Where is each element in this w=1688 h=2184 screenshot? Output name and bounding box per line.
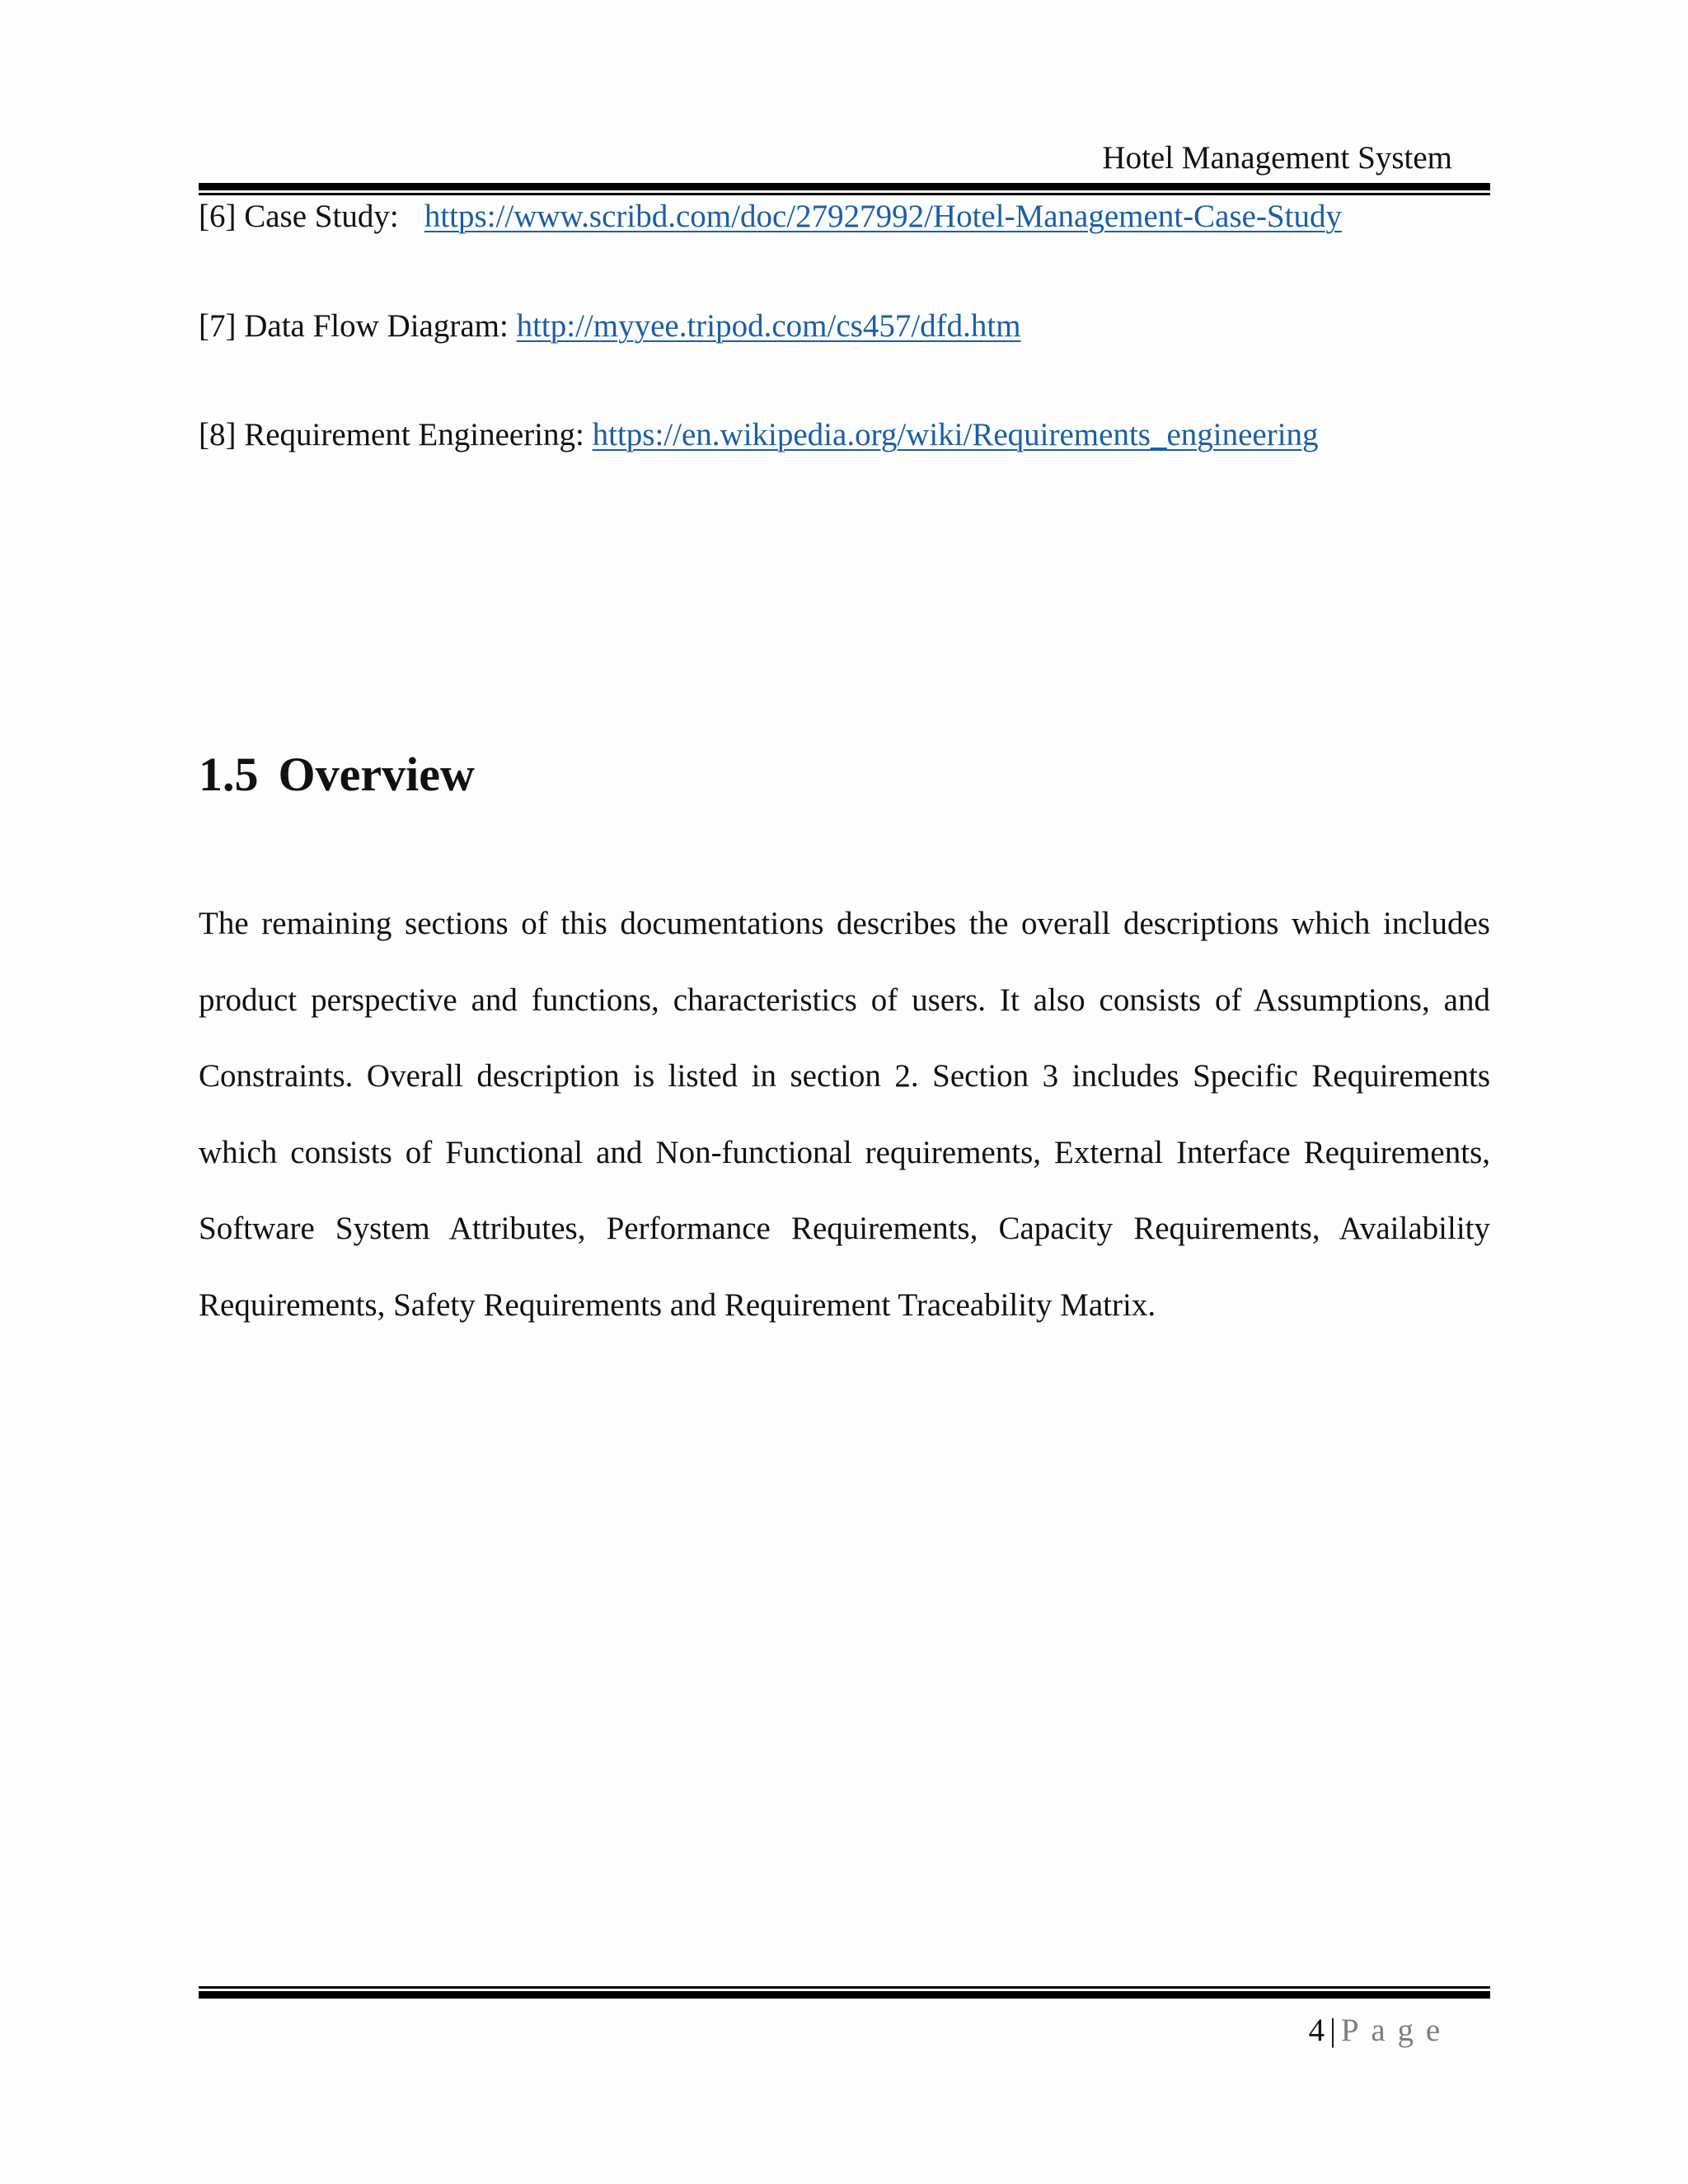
reference-item-8	[199, 410, 1319, 460]
reference-item-7	[199, 302, 1021, 351]
reference-label: Case Study:	[244, 199, 399, 234]
section-body: The remaining sections of this documentations describes the overall descriptions which includes product perspective and functions, characteristics of users. It also consists of Assumptions, and Constraints. Overall description is listed in section 2. Section 3 includes Specific Requirements which consists of Functional and Non-functional requirements, External Interface Requirements, Software System Attributes, Performance Requirements, Capacity Requirements, Availability Requirements, Safety Requirements and Requirement Traceability Matrix.	[199, 906, 1490, 1323]
reference-label: Requirement Engineering:	[244, 417, 584, 452]
footer-separator: |	[1329, 2013, 1336, 2048]
reference-item-6	[199, 192, 1342, 241]
footer-rule	[199, 1986, 1490, 1999]
reference-number: [8]	[199, 417, 237, 452]
section-number: 1.5	[199, 748, 259, 801]
page-word: Page	[1340, 2013, 1452, 2048]
header-title: Hotel Management System	[1102, 140, 1452, 176]
reference-label: Data Flow Diagram:	[244, 308, 509, 344]
reference-link[interactable]: https://en.wikipedia.org/wiki/Requirements_engineering	[592, 417, 1319, 452]
section-title: Overview	[278, 748, 475, 801]
reference-number: [6]	[199, 199, 237, 234]
reference-link[interactable]: https://www.scribd.com/doc/27927992/Hotel-Management-Case-Study	[424, 199, 1342, 234]
page-footer	[1309, 2006, 1452, 2055]
page-number: 4	[1308, 2013, 1325, 2048]
reference-number: [7]	[199, 308, 237, 344]
reference-link[interactable]: http://myyee.tripod.com/cs457/dfd.htm	[516, 308, 1021, 344]
section-heading	[199, 743, 475, 806]
